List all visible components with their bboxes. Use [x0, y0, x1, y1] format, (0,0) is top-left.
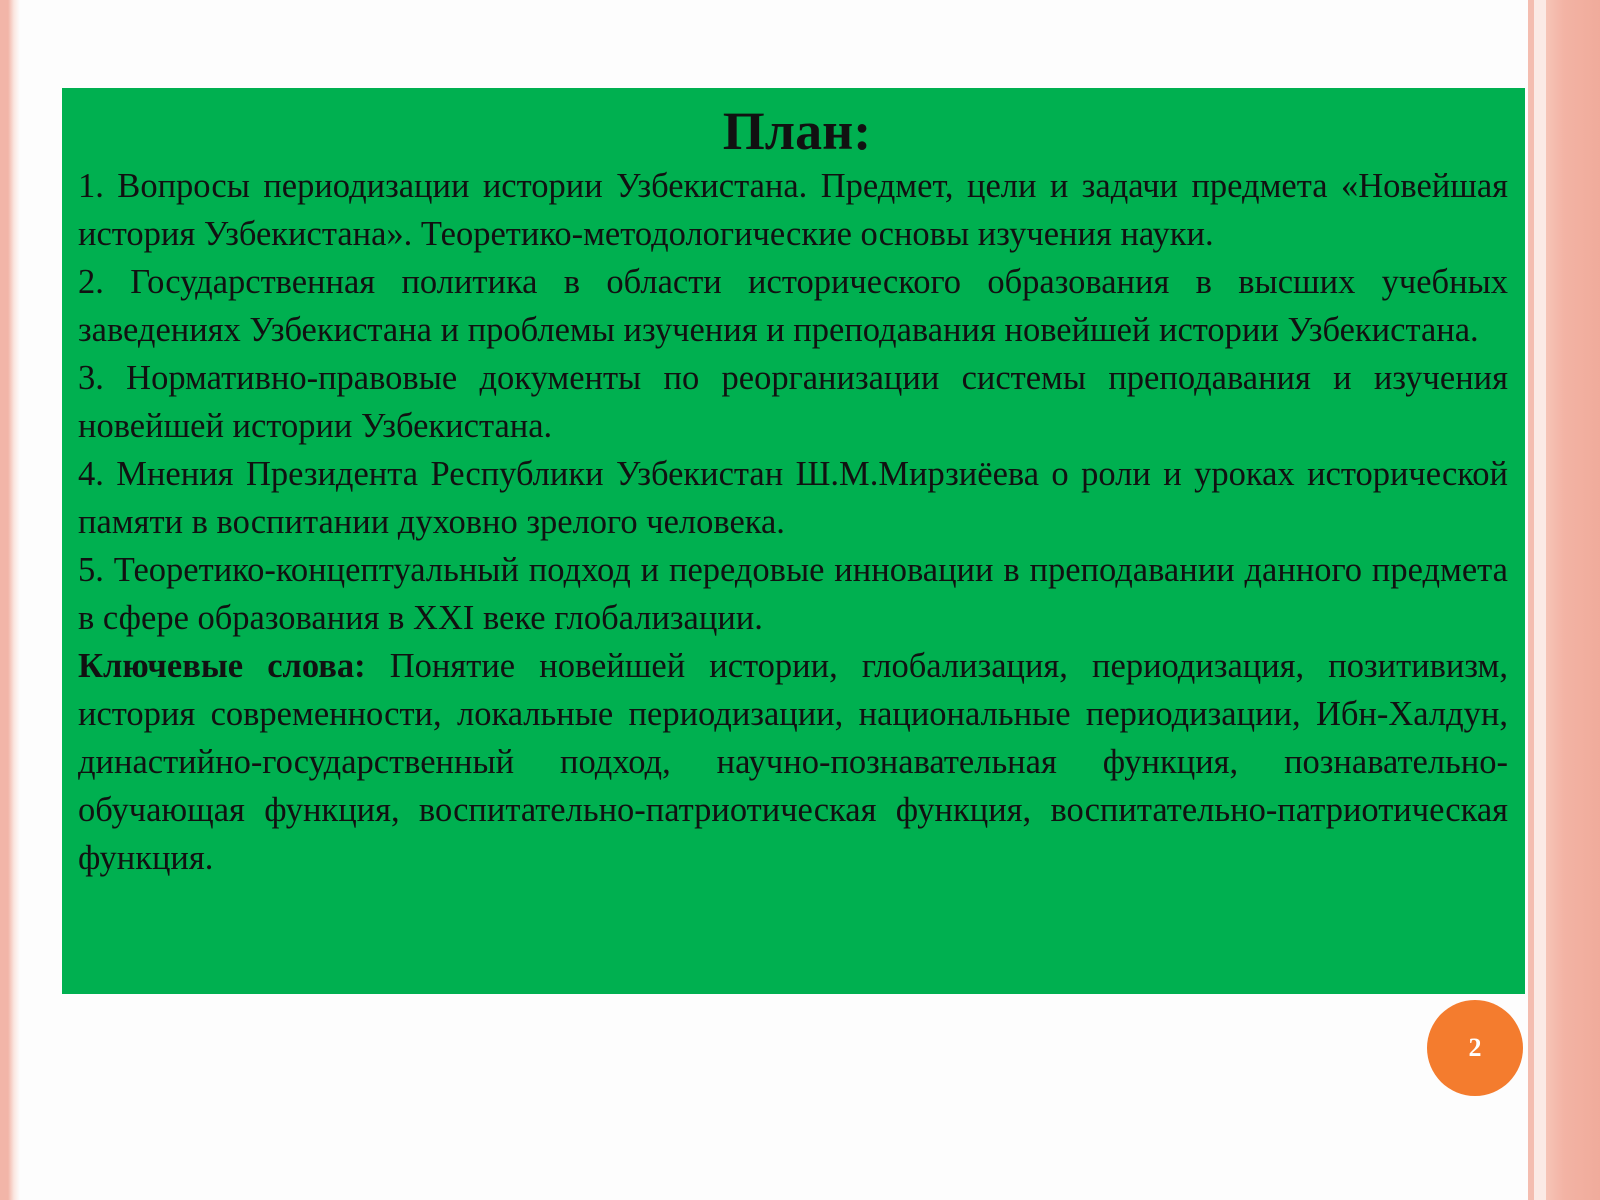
- plan-item-5: 5. Теоретико-концептуальный подход и передовые инновации в преподавании данного предмета в сфере образования в XXI веке глобализации.: [78, 551, 1508, 637]
- keywords-label: Ключевые слова:: [78, 647, 366, 685]
- plan-list: [78, 162, 1508, 642]
- page-number-badge: 2: [1427, 1000, 1523, 1096]
- plan-item-2: 2. Государственная политика в области исторического образования в высших учебных заведениях Узбекистана и проблемы изучения и преподавания новейшей истории Узбекистана.: [78, 263, 1508, 349]
- slide-title: План:: [722, 101, 872, 161]
- plan-item-4: 4. Мнения Президента Республики Узбекистан Ш.М.Мирзиёева о роли и уроках исторической памяти в воспитании духовно зрелого человека.: [78, 455, 1508, 541]
- right-decorative-border: [1546, 0, 1600, 1200]
- keywords-text: Понятие новейшей истории, глобализация, периодизация, позитивизм, история современности, локальные периодизации, национальные периодизации, Ибн-Халдун, династийно-государственный подход, научно-познавательная функция, познавательно-обучающая функция, воспитательно-патриотическая функция, воспитательно-патриотическая функция.: [78, 647, 1508, 877]
- left-decorative-border: [0, 0, 20, 1200]
- plan-content-box: [62, 88, 1525, 994]
- plan-item-1: 1. Вопросы периодизации истории Узбекистана. Предмет, цели и задачи предмета «Новейшая история Узбекистана». Теоретико-методологические основы изучения науки.: [78, 167, 1508, 253]
- right-decorative-gap: [1534, 0, 1546, 1200]
- keywords-paragraph: [78, 642, 1508, 882]
- plan-item-3: 3. Нормативно-правовые документы по реорганизации системы преподавания и изучения новейшей истории Узбекистана.: [78, 359, 1508, 445]
